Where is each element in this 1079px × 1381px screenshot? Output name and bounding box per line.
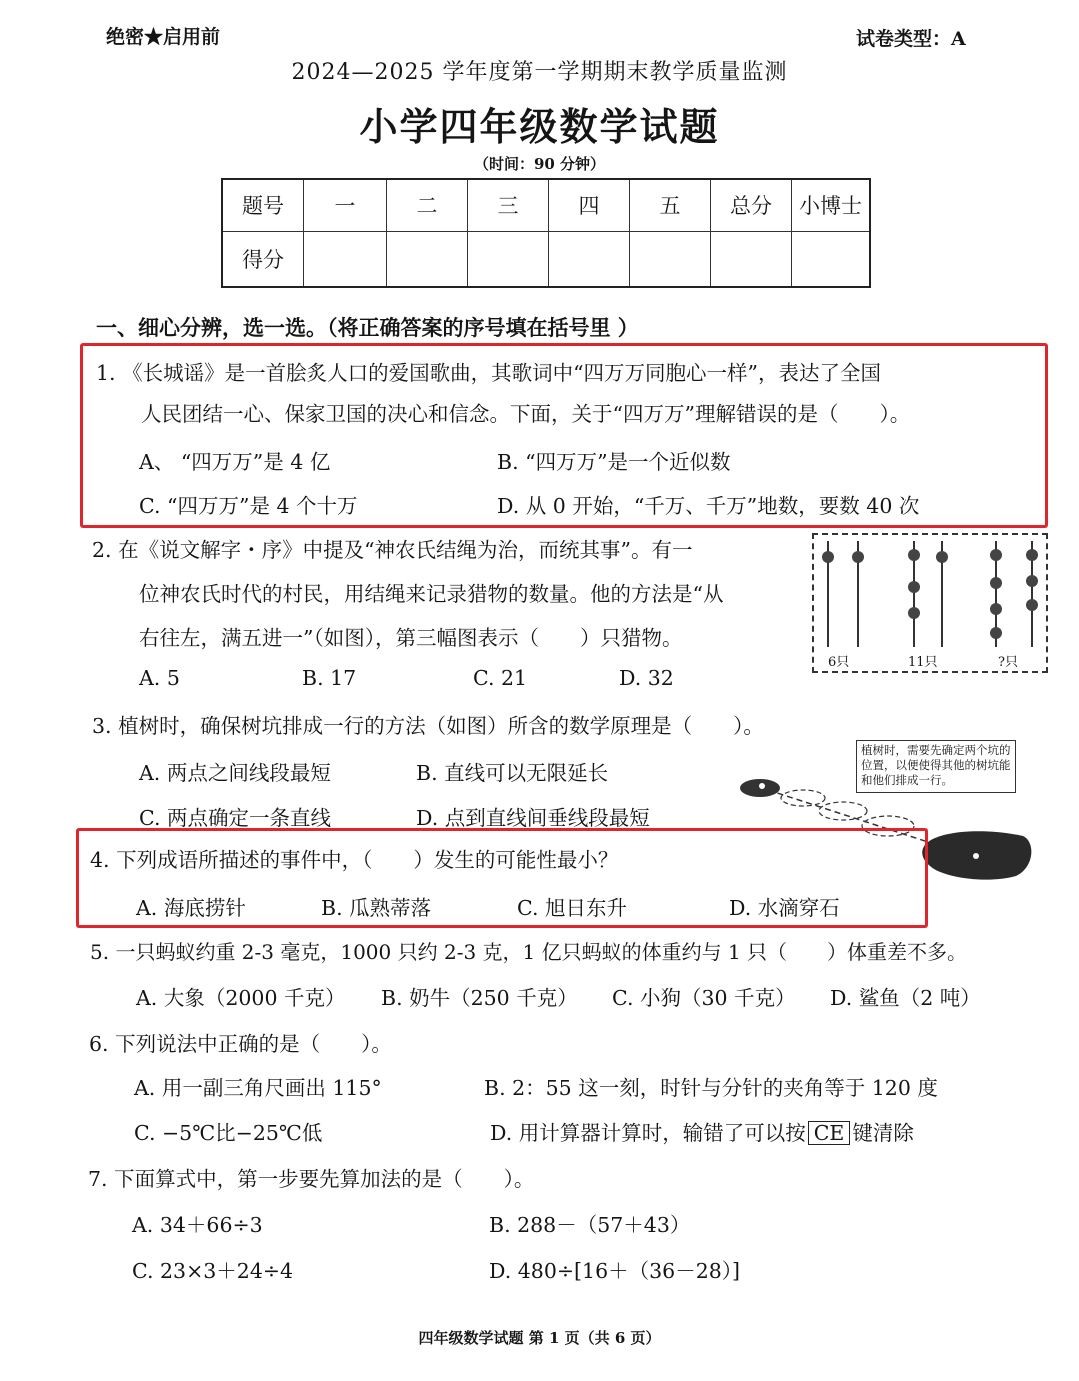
q1-option-a[interactable]: A、 “四万万”是 4 亿	[139, 450, 331, 474]
score-row-label: 得分	[222, 231, 304, 287]
page-footer: 四年级数学试题 第 1 页（共 6 页）	[418, 1329, 661, 1347]
q5-option-d[interactable]: D. 鲨鱼（2 吨）	[830, 986, 981, 1010]
score-input-cell[interactable]	[468, 231, 549, 287]
exam-subtitle: 2024—2025 学年度第一学期期末教学质量监测	[291, 60, 788, 85]
q2-option-d[interactable]: D. 32	[619, 666, 674, 690]
q6-stem: 6. 下列说法中正确的是（ ）。	[89, 1032, 392, 1056]
q1-option-d[interactable]: D. 从 0 开始，“千万、千万”地数，要数 40 次	[497, 494, 920, 518]
score-header-cell: 四	[549, 179, 630, 231]
q2-option-b[interactable]: B. 17	[302, 666, 357, 690]
q2-option-c[interactable]: C. 21	[473, 666, 528, 690]
score-input-cell[interactable]	[711, 231, 792, 287]
q4-option-b[interactable]: B. 瓜熟蒂落	[321, 896, 432, 920]
knot-rope-figure	[812, 533, 1048, 673]
q6-option-d[interactable]	[490, 1116, 914, 1146]
score-input-cell[interactable]	[387, 231, 468, 287]
q5-option-a[interactable]: A. 大象（2000 千克）	[136, 986, 346, 1010]
q1-option-b[interactable]: B. “四万万”是一个近似数	[497, 450, 731, 474]
score-input-cell[interactable]	[549, 231, 630, 287]
q7-option-b[interactable]: B. 288－（57＋43）	[489, 1213, 691, 1237]
score-header-cell: 题号	[222, 179, 304, 231]
q4-option-a[interactable]: A. 海底捞针	[136, 896, 246, 920]
score-header-cell: 三	[468, 179, 549, 231]
score-table	[221, 178, 871, 288]
q3-option-a[interactable]: A. 两点之间线段最短	[139, 761, 331, 785]
score-input-cell[interactable]	[792, 231, 871, 287]
q6-option-c[interactable]: C. −5℃比−25℃低	[134, 1121, 323, 1145]
score-header-cell: 五	[630, 179, 711, 231]
section-heading: 一、细心分辨，选一选。（将正确答案的序号填在括号里 ）	[96, 315, 639, 340]
q1-stem-line1: 1. 《长城谣》是一首脍炙人口的爱国歌曲，其歌词中“四万万同胞心一样”，表达了全国	[96, 361, 882, 385]
q7-option-c[interactable]: C. 23×3＋24÷4	[132, 1259, 294, 1283]
q2-stem-line3: 右往左，满五进一”（如图），第三幅图表示（ ）只猎物。	[139, 626, 683, 650]
score-header-cell: 一	[304, 179, 387, 231]
page-title: 小学四年级数学试题	[359, 104, 720, 149]
exam-time: （时间：90 分钟）	[473, 155, 606, 173]
score-input-cell[interactable]	[304, 231, 387, 287]
q6-option-d-text: D. 用计算器计算时，输错了可以按	[490, 1121, 806, 1145]
secret-label: 绝密★启用前	[106, 26, 221, 48]
q2-stem-line1: 2. 在《说文解字・序》中提及“神农氏结绳为治，而统其事”。有一	[92, 538, 693, 562]
knot-label-2: 11只	[908, 655, 938, 670]
score-header-cell: 总分	[711, 179, 792, 231]
q5-option-c[interactable]: C. 小狗（30 千克）	[612, 986, 796, 1010]
score-header-cell: 二	[387, 179, 468, 231]
q4-stem: 4. 下列成语所描述的事件中，（ ）发生的可能性最小？	[90, 848, 619, 872]
q3-option-b[interactable]: B. 直线可以无限延长	[416, 761, 609, 785]
knot-label-1: 6只	[828, 655, 850, 670]
q6-option-d-suffix: 键清除	[852, 1121, 914, 1145]
q1-stem-line2: 人民团结一心、保家卫国的决心和信念。下面，关于“四万万”理解错误的是（ ）。	[141, 402, 911, 426]
score-input-cell[interactable]	[630, 231, 711, 287]
q7-option-a[interactable]: A. 34＋66÷3	[132, 1213, 263, 1237]
q7-stem: 7. 下面算式中，第一步要先算加法的是（ ）。	[88, 1167, 535, 1191]
ce-key: CE	[808, 1121, 851, 1145]
score-header-cell: 小博士	[792, 179, 871, 231]
q3-option-d[interactable]: D. 点到直线间垂线段最短	[416, 806, 650, 830]
q3-option-c[interactable]: C. 两点确定一条直线	[139, 806, 331, 830]
q1-option-c[interactable]: C. “四万万”是 4 个十万	[139, 494, 358, 518]
q7-option-d[interactable]: D. 480÷[16＋（36－28）]	[489, 1259, 741, 1283]
q3-stem: 3. 植树时，确保树坑排成一行的方法（如图）所含的数学原理是（ ）。	[92, 714, 764, 738]
q6-option-a[interactable]: A. 用一副三角尺画出 115°	[134, 1076, 382, 1100]
q5-stem: 5. 一只蚂蚁约重 2-3 毫克，1000 只约 2-3 克，1 亿只蚂蚁的体重约与 1 只（ ）体重差不多。	[90, 940, 968, 964]
q6-option-b[interactable]: B. 2：55 这一刻，时针与分针的夹角等于 120 度	[484, 1076, 938, 1100]
knot-label-3: ?只	[998, 655, 1018, 670]
q2-option-a[interactable]: A. 5	[139, 666, 180, 690]
q2-stem-line2: 位神农氏时代的村民，用结绳来记录猎物的数量。他的方法是“从	[139, 582, 724, 606]
q4-option-d[interactable]: D. 水滴穿石	[729, 896, 840, 920]
q4-option-c[interactable]: C. 旭日东升	[517, 896, 627, 920]
tree-planting-note: 植树时，需要先确定两个坑的位置，以便使得其他的树坑能和他们排成一行。	[856, 740, 1016, 793]
paper-type-label: 试卷类型：A	[856, 28, 966, 50]
q5-option-b[interactable]: B. 奶牛（250 千克）	[381, 986, 578, 1010]
